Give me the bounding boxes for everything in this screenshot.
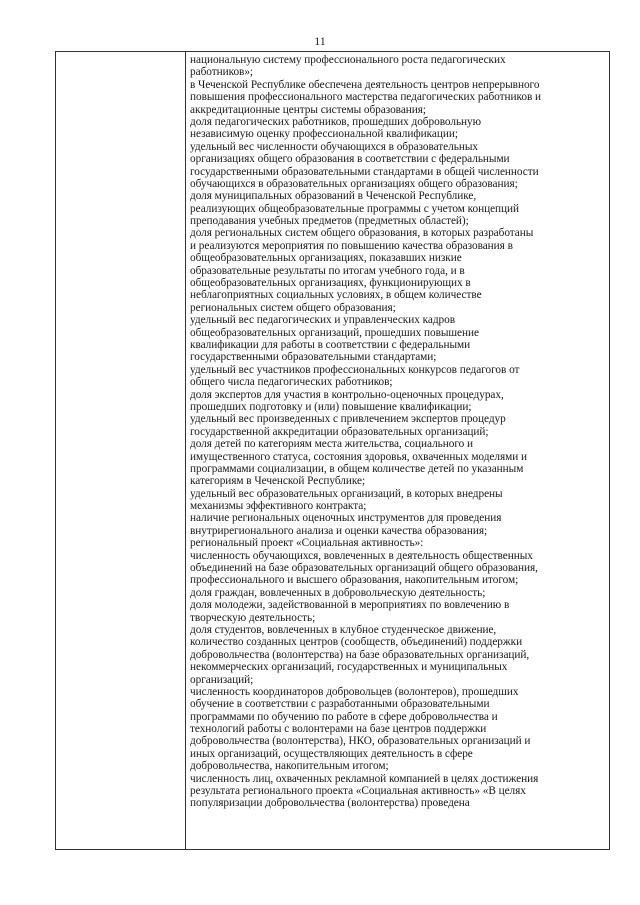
text-line: обучение в соответствии с разработанными образовательными — [190, 698, 490, 711]
text-line: результата регионального проекта «Социальная активность» «В целях — [190, 785, 526, 798]
text-line: численность обучающихся, вовлеченных в деятельность общественных — [190, 549, 533, 562]
text-line: неблагоприятных социальных условиях, в общем количестве — [190, 289, 482, 302]
text-line: доля молодежи, задействованной в мероприятиях по вовлечению в — [190, 599, 510, 612]
text-line: творческую деятельность; — [190, 611, 316, 624]
text-line: государственной аккредитации образовательных организаций; — [190, 425, 489, 438]
text-line: внутрирегионального анализа и оценки качества образования; — [190, 524, 488, 537]
text-line: добровольчества (волонтерства), НКО, образовательных организаций и — [190, 735, 531, 748]
text-line: программами социализации, в общем количестве детей по указанным — [190, 462, 524, 475]
text-line: категориям в Чеченской Республике; — [190, 475, 366, 488]
text-line: доля граждан, вовлеченных в добровольческую деятельность; — [190, 586, 486, 599]
text-line: общего числа педагогических работников; — [190, 376, 393, 389]
text-line: организаций; — [190, 673, 254, 686]
text-line: региональных систем общего образования; — [190, 301, 396, 314]
column-divider — [185, 52, 186, 849]
text-line: доля региональных систем общего образования, в которых разработаны — [190, 227, 534, 240]
text-line: и реализуются мероприятия по повышению качества образования в — [190, 239, 513, 252]
indicator-list — [190, 54, 605, 810]
text-line: национальную систему профессионального роста педагогических — [190, 54, 506, 66]
text-line: добровольчества, накопительным итогом; — [190, 760, 389, 773]
text-line: общеобразовательных организациях, показавших низкие — [190, 252, 462, 265]
text-line: наличие региональных оценочных инструментов для проведения — [190, 512, 502, 525]
text-line: численность координаторов добровольцев (волонтеров), прошедших — [190, 685, 519, 698]
text-line: общеобразовательных организаций, прошедших повышение — [190, 326, 479, 339]
text-line: доля муниципальных образований в Чеченской Республике, — [190, 190, 477, 203]
text-line: удельный вес участников профессиональных конкурсов педагогов от — [190, 363, 520, 376]
text-line: иных организаций, осуществляющих деятельность в сфере — [190, 747, 473, 760]
text-line: имущественного статуса, состояния здоровья, охваченных моделями и — [190, 450, 527, 463]
text-line: добровольчества (волонтерства) на базе образовательных организаций, — [190, 648, 530, 661]
text-line: обучающихся в образовательных организациях общего образования; — [190, 177, 518, 190]
text-line: независимую оценку профессиональной квалификации; — [190, 128, 458, 141]
text-line: удельный вес образовательных организаций, в которых внедрены — [190, 487, 503, 500]
text-line: объединений на базе образовательных организаций общего образования, — [190, 562, 538, 575]
empty-left-cell — [56, 52, 185, 849]
text-line: образовательные результаты по итогам учебного года, и в — [190, 264, 465, 277]
text-line: популяризации добровольчества (волонтерства) проведена — [190, 797, 470, 810]
page-number: 11 — [314, 34, 326, 48]
text-line: реализующих общеобразовательные программы с учетом концепций — [190, 202, 520, 215]
text-line: удельный вес произведенных с привлечением экспертов процедур — [190, 413, 506, 426]
text-line: доля экспертов для участия в контрольно-оценочных процедурах, — [190, 388, 504, 401]
text-line: профессионального и высшего образования, накопительным итогом; — [190, 574, 519, 587]
text-line: квалификации для работы в соответствии с федеральными — [190, 338, 471, 351]
text-line: доля детей по категориям места жительства, социального и — [190, 438, 474, 451]
text-line: общеобразовательных организациях, функционирующих в — [190, 277, 471, 290]
text-line: удельный вес педагогических и управленческих кадров — [190, 314, 456, 327]
text-line: доля педагогических работников, прошедших добровольную — [190, 115, 482, 128]
content-table — [55, 51, 610, 850]
text-line: работников»; — [190, 66, 254, 79]
text-line: региональный проект «Социальная активность»: — [190, 537, 424, 550]
text-line: механизмы эффективного контракта; — [190, 500, 367, 513]
text-line: организациях общего образования в соответствии с федеральными — [190, 153, 510, 166]
text-line: повышения профессионального мастерства педагогических работников и — [190, 91, 542, 104]
text-line: прошедших подготовку и (или) повышение квалификации; — [190, 400, 472, 413]
text-line: количество созданных центров (сообществ, объединений) поддержки — [190, 636, 523, 649]
text-line: доля студентов, вовлеченных в клубное студенческое движение, — [190, 623, 497, 636]
text-line: удельный вес численности обучающихся в образовательных — [190, 140, 478, 153]
text-line: аккредитационные центры системы образования; — [190, 103, 427, 116]
text-line: программами по обучению по работе в сфере добровольчества и — [190, 710, 498, 723]
text-line: численность лиц, охваченных рекламной компанией в целях достижения — [190, 772, 539, 785]
text-line: государственными образовательными стандартами в общей численности — [190, 165, 539, 178]
text-line: в Чеченской Республике обеспечена деятельность центров непрерывного — [190, 78, 540, 91]
text-line: преподавания учебных предметов (предметных областей); — [190, 215, 469, 228]
text-line: государственными образовательными стандартами; — [190, 351, 437, 364]
text-line: некоммерческих организаций, государственных и муниципальных — [190, 661, 508, 674]
text-line: технологий работы с волонтерами на базе центров поддержки — [190, 723, 487, 736]
